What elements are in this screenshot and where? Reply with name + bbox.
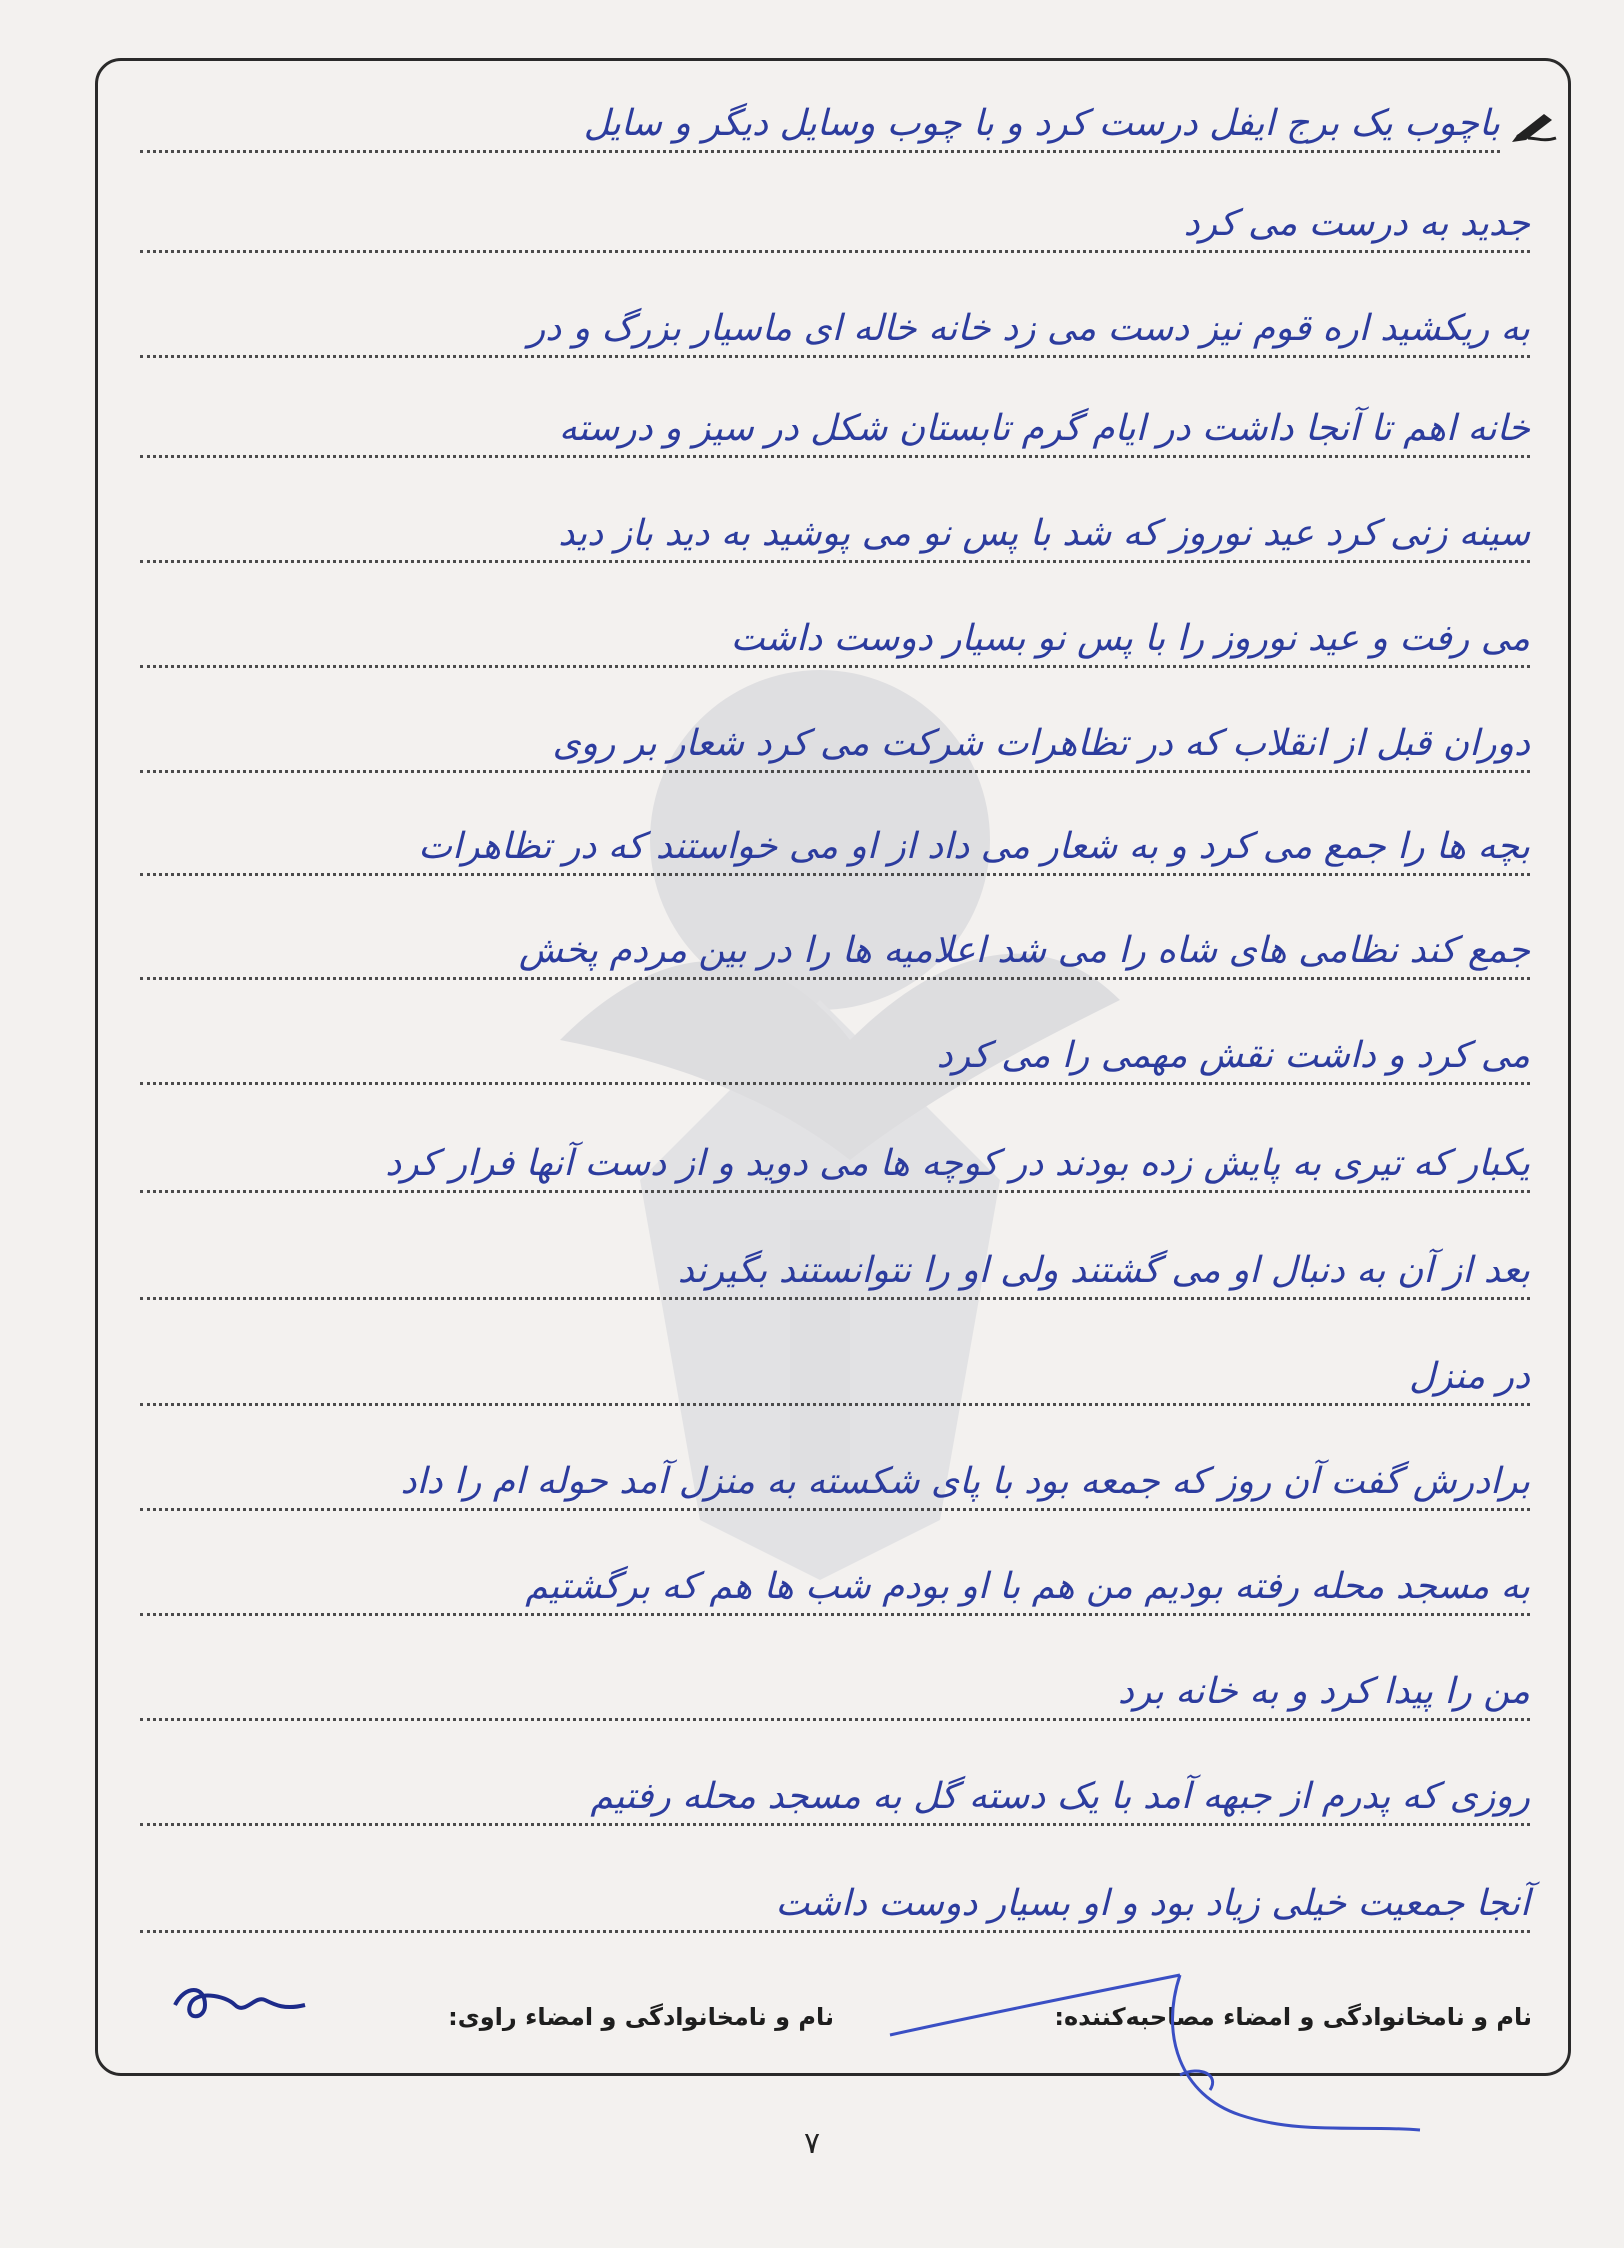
handwritten-line: به مسجد محله رفته بودیم من هم با او بودم شب ها هم که برگشتیم xyxy=(525,1566,1530,1607)
text-line xyxy=(140,408,1530,458)
text-line xyxy=(140,1461,1530,1511)
text-line xyxy=(140,1883,1530,1933)
handwritten-line: خانه اهم تا آنجا داشت در ایام گرم تابستان شکل در سیز و درسته xyxy=(558,408,1530,449)
text-line xyxy=(140,1671,1530,1721)
handwritten-line: سینه زنی کرد عید نوروز که شد با پس نو می پوشید به دید باز دید xyxy=(558,513,1530,554)
text-line xyxy=(140,826,1530,876)
text-line xyxy=(140,930,1530,980)
narrator-signature xyxy=(165,1975,325,2035)
text-line xyxy=(140,203,1530,253)
handwritten-line: می رفت و عید نوروز را با پس نو بسیار دوست داشت xyxy=(730,618,1530,659)
handwritten-line: به ریکشید اره قوم نیز دست می زد خانه خاله ای ماسیار بزرگ و در xyxy=(527,308,1530,349)
text-line xyxy=(140,1143,1530,1193)
text-line xyxy=(140,1250,1530,1300)
handwritten-line: آنجا جمعیت خیلی زیاد بود و او بسیار دوست داشت xyxy=(775,1883,1530,1924)
handwritten-line: جمع کند نظامی های شاه را می شد اعلامیه ها را در بین مردم پخش xyxy=(518,930,1530,971)
text-line xyxy=(140,1566,1530,1616)
handwritten-line: بعد از آن به دنبال او می گشتند ولی او را نتوانستند بگیرند xyxy=(677,1250,1530,1291)
handwritten-line: یکبار که تیری به پایش زده بودند در کوچه ها می دوید و از دست آنها فرار کرد xyxy=(385,1143,1530,1184)
interviewer-signature xyxy=(880,1955,1440,2155)
text-line xyxy=(140,1035,1530,1085)
handwritten-line: در منزل xyxy=(1408,1356,1530,1397)
text-line xyxy=(140,513,1530,563)
text-line xyxy=(140,308,1530,358)
text-line xyxy=(140,1776,1530,1826)
handwritten-line: برادرش گفت آن روز که جمعه بود با پای شکسته به منزل آمد حوله ام را داد xyxy=(400,1461,1530,1502)
handwritten-line: دوران قبل از انقلاب که در تظاهرات شرکت می کرد شعار بر روی xyxy=(552,723,1530,764)
interviewer-signature-label: نام و نامخانوادگی و امضاء مصاحبه‌کننده: xyxy=(1054,2003,1532,2031)
narrator-signature-label: نام و نامخانوادگی و امضاء راوی: xyxy=(448,2003,834,2031)
text-line xyxy=(140,723,1530,773)
text-line xyxy=(140,618,1530,668)
page-number: ۷ xyxy=(803,2126,821,2161)
text-line xyxy=(140,103,1500,153)
handwritten-line: من را پیدا کرد و به خانه برد xyxy=(1117,1671,1530,1712)
pen-writing-icon xyxy=(1510,108,1558,144)
handwritten-line: باچوب یک برج ایفل درست کرد و با چوب وسایل دیگر و سایل xyxy=(583,103,1500,144)
handwritten-line: روزی که پدرم از جبهه آمد با یک دسته گل به مسجد محله رفتیم xyxy=(590,1776,1530,1817)
handwritten-line: بچه ها را جمع می کرد و به شعار می داد از او می خواستند که در تظاهرات xyxy=(418,826,1530,867)
handwritten-line: جدید به درست می کرد xyxy=(1183,203,1530,244)
text-line xyxy=(140,1356,1530,1406)
handwritten-line: می کرد و داشت نقش مهمی را می کرد xyxy=(936,1035,1530,1076)
